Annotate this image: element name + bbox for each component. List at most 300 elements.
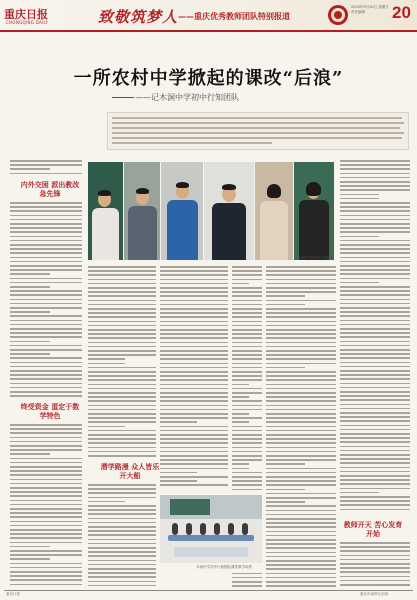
text-line: [10, 173, 82, 175]
text-line: [340, 177, 410, 179]
text-line: [88, 342, 156, 344]
text-line: [266, 417, 336, 419]
text-line: [10, 160, 82, 162]
text-line: [88, 572, 156, 574]
text-line: [10, 428, 82, 430]
text-line: [232, 434, 262, 436]
text-line: [88, 438, 156, 440]
text-line: [88, 363, 125, 365]
text-line: [10, 453, 50, 455]
text-line: [10, 168, 50, 170]
text-line: [340, 408, 410, 410]
text-line: [10, 341, 50, 343]
intro-text-line: [112, 132, 404, 134]
text-line: [232, 400, 262, 402]
text-line: [232, 421, 249, 423]
text-line: [232, 329, 262, 331]
text-line: [88, 287, 156, 289]
text-line: [232, 459, 262, 461]
text-line: [266, 476, 336, 478]
text-line: [160, 291, 228, 293]
text-line: [10, 516, 82, 518]
text-line: [266, 531, 336, 533]
text-line: [266, 568, 336, 570]
text-line: [266, 438, 336, 440]
text-line: [88, 371, 156, 373]
text-line: [266, 489, 305, 491]
text-line: [266, 279, 336, 281]
text-line: [232, 363, 262, 365]
text-line: [160, 442, 228, 444]
text-line: [232, 392, 262, 394]
text-line: [266, 304, 305, 306]
text-line: [160, 405, 228, 407]
text-line: [266, 384, 336, 386]
text-line: [340, 223, 410, 225]
text-line: [266, 447, 336, 449]
text-line: [160, 295, 228, 297]
text-line: [10, 584, 82, 586]
text-line: [340, 420, 410, 422]
text-line: [340, 479, 410, 481]
text-line: [266, 295, 305, 297]
text-line: [232, 489, 262, 491]
text-line: [266, 337, 336, 339]
text-line: [340, 278, 410, 280]
text-line: [160, 350, 228, 352]
text-line: [340, 559, 410, 561]
text-line: [340, 168, 410, 170]
text-line: [340, 374, 410, 376]
text-line: [10, 395, 82, 397]
intro-box: [107, 112, 409, 150]
footer-left: 重庆日报: [6, 592, 20, 596]
text-line: [340, 467, 410, 469]
article-subtitle: ——记木洞中学初中行知团队: [135, 93, 239, 102]
text-line: [160, 417, 228, 419]
text-line: [340, 307, 410, 309]
text-line: [10, 261, 82, 263]
text-line: [160, 363, 228, 365]
text-line: [266, 459, 336, 461]
article-title: 一所农村中学掀起的课改“后浪”: [73, 68, 344, 89]
text-line: [232, 312, 262, 314]
text-line: [88, 430, 156, 432]
text-line: [10, 282, 82, 284]
text-line: [266, 291, 336, 293]
text-line: [88, 492, 156, 494]
text-line: [266, 308, 336, 310]
text-line: [10, 383, 82, 385]
text-line: [340, 202, 410, 204]
text-line: [88, 396, 156, 398]
text-line: [10, 206, 82, 208]
text-line: [10, 299, 82, 301]
text-line: [266, 585, 336, 587]
text-line: [10, 432, 82, 434]
text-line: [88, 308, 156, 310]
text-line: [160, 455, 228, 457]
text-line: [266, 413, 336, 415]
text-line: [266, 392, 336, 394]
text-line: [232, 266, 262, 268]
text-line: [340, 399, 410, 401]
text-line: [160, 430, 228, 432]
text-line: [232, 405, 262, 407]
text-line: [340, 576, 410, 578]
text-line: [266, 371, 336, 373]
text-line: [340, 198, 379, 200]
text-line: [340, 504, 410, 506]
text-line: [340, 320, 410, 322]
text-line: [160, 392, 228, 394]
text-line: [232, 350, 262, 352]
text-line: [10, 210, 82, 212]
text-line: [340, 189, 410, 191]
text-line: [340, 332, 410, 334]
text-line: [10, 563, 82, 565]
text-line: [88, 375, 156, 377]
photo-teacher-4: [204, 162, 254, 260]
section-heading: 终受资金 蛋定于数学特色: [20, 402, 80, 420]
text-line: [88, 283, 156, 285]
text-line: [340, 160, 410, 162]
text-line: [10, 240, 82, 242]
text-line: [340, 290, 410, 292]
text-line: [160, 438, 228, 440]
text-line: [232, 333, 262, 335]
text-line: [340, 395, 410, 397]
banner-title: 致敬筑梦人: [98, 8, 179, 26]
text-line: [340, 357, 410, 359]
text-line: [160, 421, 197, 423]
text-line: [266, 270, 336, 272]
section-heading: 教师开天 苦心发育开始: [343, 520, 403, 538]
text-line: [88, 564, 156, 566]
text-line: [88, 384, 156, 386]
text-line: [10, 441, 82, 443]
text-line: [10, 370, 82, 372]
text-line: [10, 290, 82, 292]
text-line: [10, 579, 82, 581]
text-line: [232, 321, 262, 323]
text-line: [10, 286, 50, 288]
text-line: [266, 560, 336, 562]
text-line: [160, 451, 228, 453]
text-line: [232, 426, 262, 428]
text-line: [340, 429, 410, 431]
text-line: [340, 265, 410, 267]
text-line: [88, 392, 156, 394]
text-line: [160, 316, 228, 318]
text-line: [340, 345, 410, 347]
text-line: [340, 563, 410, 565]
text-line: [232, 279, 262, 281]
section-heading: 潜学路漫 众人皆乐开大船: [100, 462, 160, 480]
text-line: [340, 315, 410, 317]
text-line: [232, 346, 262, 348]
text-line: [10, 265, 82, 267]
text-line: [88, 405, 156, 407]
text-line: [232, 476, 262, 478]
text-line: [10, 495, 82, 497]
text-line: [160, 346, 228, 348]
text-line: [88, 321, 156, 323]
text-line: [88, 534, 156, 536]
text-line: [88, 530, 156, 532]
text-line: [10, 487, 82, 489]
text-line: [88, 304, 156, 306]
text-line: [340, 173, 410, 175]
text-line: [340, 282, 379, 284]
text-line: [88, 346, 156, 348]
text-line: [10, 345, 82, 347]
photo-caption: 木洞中学初中行知团队: [298, 256, 333, 260]
text-line: [160, 484, 228, 486]
text-line: [340, 227, 410, 229]
text-line: [160, 379, 228, 381]
text-line: [88, 350, 156, 352]
text-line: [160, 358, 228, 360]
text-line: [266, 388, 336, 390]
text-line: [88, 509, 156, 511]
text-line: [88, 379, 156, 381]
text-line: [266, 547, 336, 549]
text-line: [232, 396, 249, 398]
text-line: [340, 584, 410, 586]
text-line: [160, 325, 228, 327]
text-line: [160, 371, 228, 373]
text-line: [88, 358, 125, 360]
photo-teacher-5: [255, 162, 293, 260]
text-line: [340, 286, 410, 288]
text-line: [10, 362, 82, 364]
text-line: [266, 421, 336, 423]
text-line: [266, 430, 336, 432]
text-line: [88, 274, 156, 276]
text-line: [232, 354, 262, 356]
text-line: [266, 354, 336, 356]
text-line: [88, 501, 125, 503]
text-line: [266, 329, 336, 331]
text-line: [266, 556, 336, 558]
text-line: [160, 270, 228, 272]
text-line: [160, 287, 228, 289]
text-line: [10, 546, 50, 548]
text-line: [160, 447, 228, 449]
text-line: [340, 231, 410, 233]
text-line: [340, 244, 410, 246]
text-line: [10, 575, 82, 577]
text-line: [10, 558, 50, 560]
text-line: [88, 497, 156, 499]
text-line: [340, 303, 410, 305]
text-line: [232, 438, 262, 440]
text-line: [266, 564, 336, 566]
text-line: [10, 424, 82, 426]
text-line: [10, 449, 82, 451]
text-line: [232, 283, 249, 285]
text-line: [160, 468, 228, 470]
text-line: [88, 513, 156, 515]
text-line: [266, 379, 336, 381]
text-line: [10, 387, 82, 389]
text-line: [88, 547, 156, 549]
text-line: [266, 472, 336, 474]
text-line: [232, 451, 262, 453]
text-line: [88, 337, 156, 339]
text-line: [10, 458, 82, 460]
text-line: [266, 434, 336, 436]
text-line: [266, 484, 336, 486]
text-line: [10, 223, 82, 225]
text-line: [232, 308, 262, 310]
text-line: [266, 543, 336, 545]
text-line: [10, 483, 82, 485]
text-line: [10, 529, 82, 531]
text-line: [88, 333, 156, 335]
text-line: [340, 446, 410, 448]
text-line: [340, 353, 410, 355]
text-line: [10, 252, 82, 254]
text-line: [10, 500, 82, 502]
text-line: [10, 533, 82, 535]
text-line: [88, 413, 156, 415]
text-line: [88, 295, 156, 297]
text-line: [266, 287, 336, 289]
text-line: [266, 522, 336, 524]
text-line: [232, 455, 262, 457]
text-line: [160, 333, 228, 335]
text-line: [88, 526, 156, 528]
text-line: [340, 349, 410, 351]
text-line: [88, 505, 156, 507]
text-line: [266, 455, 336, 457]
text-line: [88, 434, 156, 436]
text-line: [266, 501, 305, 503]
text-line: [160, 304, 228, 306]
text-line: [232, 371, 262, 373]
text-line: [10, 164, 82, 166]
text-line: [266, 505, 336, 507]
photo-teacher-1: [88, 162, 123, 260]
text-line: [10, 537, 82, 539]
text-line: [160, 342, 228, 344]
text-line: [10, 353, 50, 355]
text-line: [232, 300, 262, 302]
text-line: [232, 388, 262, 390]
text-line: [232, 581, 262, 583]
text-line: [266, 526, 336, 528]
text-line: [160, 434, 228, 436]
text-line: [340, 546, 410, 548]
text-line: [10, 474, 82, 476]
text-line: [232, 337, 262, 339]
text-line: [88, 312, 156, 314]
photo-teacher-3: [161, 162, 203, 260]
text-line: [266, 350, 336, 352]
text-line: [10, 202, 82, 204]
intro-text-line: [112, 117, 402, 119]
text-line: [160, 279, 228, 281]
text-line: [232, 304, 262, 306]
text-line: [340, 257, 410, 259]
text-line: [340, 387, 410, 389]
text-line: [266, 274, 336, 276]
text-line: [88, 539, 156, 541]
text-line: [88, 522, 156, 524]
text-line: [10, 248, 82, 250]
text-line: [10, 466, 82, 468]
text-line: [340, 471, 410, 473]
text-line: [340, 458, 410, 460]
text-line: [266, 552, 336, 554]
text-line: [10, 542, 82, 544]
text-line: [88, 421, 156, 423]
text-line: [160, 308, 228, 310]
text-line: [88, 388, 156, 390]
text-line: [340, 462, 410, 464]
text-line: [266, 409, 336, 411]
text-line: [10, 231, 82, 233]
text-line: [340, 488, 410, 490]
text-line: [340, 500, 410, 502]
text-line: [266, 375, 336, 377]
text-line: [10, 550, 82, 552]
text-line: [10, 320, 82, 322]
text-line: [266, 577, 336, 579]
text-line: [160, 472, 197, 474]
text-line: [88, 400, 156, 402]
text-line: [88, 442, 156, 444]
text-line: [160, 409, 228, 411]
text-line: [10, 236, 82, 238]
text-line: [340, 437, 410, 439]
text-line: [340, 299, 410, 301]
text-line: [10, 366, 82, 368]
text-line: [10, 269, 82, 271]
text-line: [340, 416, 410, 418]
text-line: [266, 480, 336, 482]
text-line: [340, 206, 410, 208]
text-line: [232, 577, 262, 579]
text-line: [88, 270, 156, 272]
text-line: [160, 375, 228, 377]
text-line: [10, 470, 82, 472]
bottom-rule: [4, 590, 413, 591]
text-line: [88, 455, 156, 457]
text-line: [88, 585, 156, 587]
text-line: [160, 337, 228, 339]
text-line: [266, 333, 336, 335]
text-line: [160, 321, 228, 323]
text-line: [340, 181, 410, 183]
text-line: [10, 521, 82, 523]
text-line: [232, 472, 262, 474]
text-line: [88, 488, 156, 490]
text-line: [88, 518, 156, 520]
text-line: [10, 315, 82, 317]
text-line: [340, 550, 410, 552]
text-line: [340, 391, 410, 393]
text-line: [266, 497, 336, 499]
text-line: [266, 312, 336, 314]
text-line: [340, 370, 410, 372]
text-line: [88, 451, 156, 453]
banner-subtitle: ——重庆优秀教师团队特别报道: [178, 12, 290, 21]
text-line: [10, 512, 82, 514]
text-line: [340, 269, 410, 271]
